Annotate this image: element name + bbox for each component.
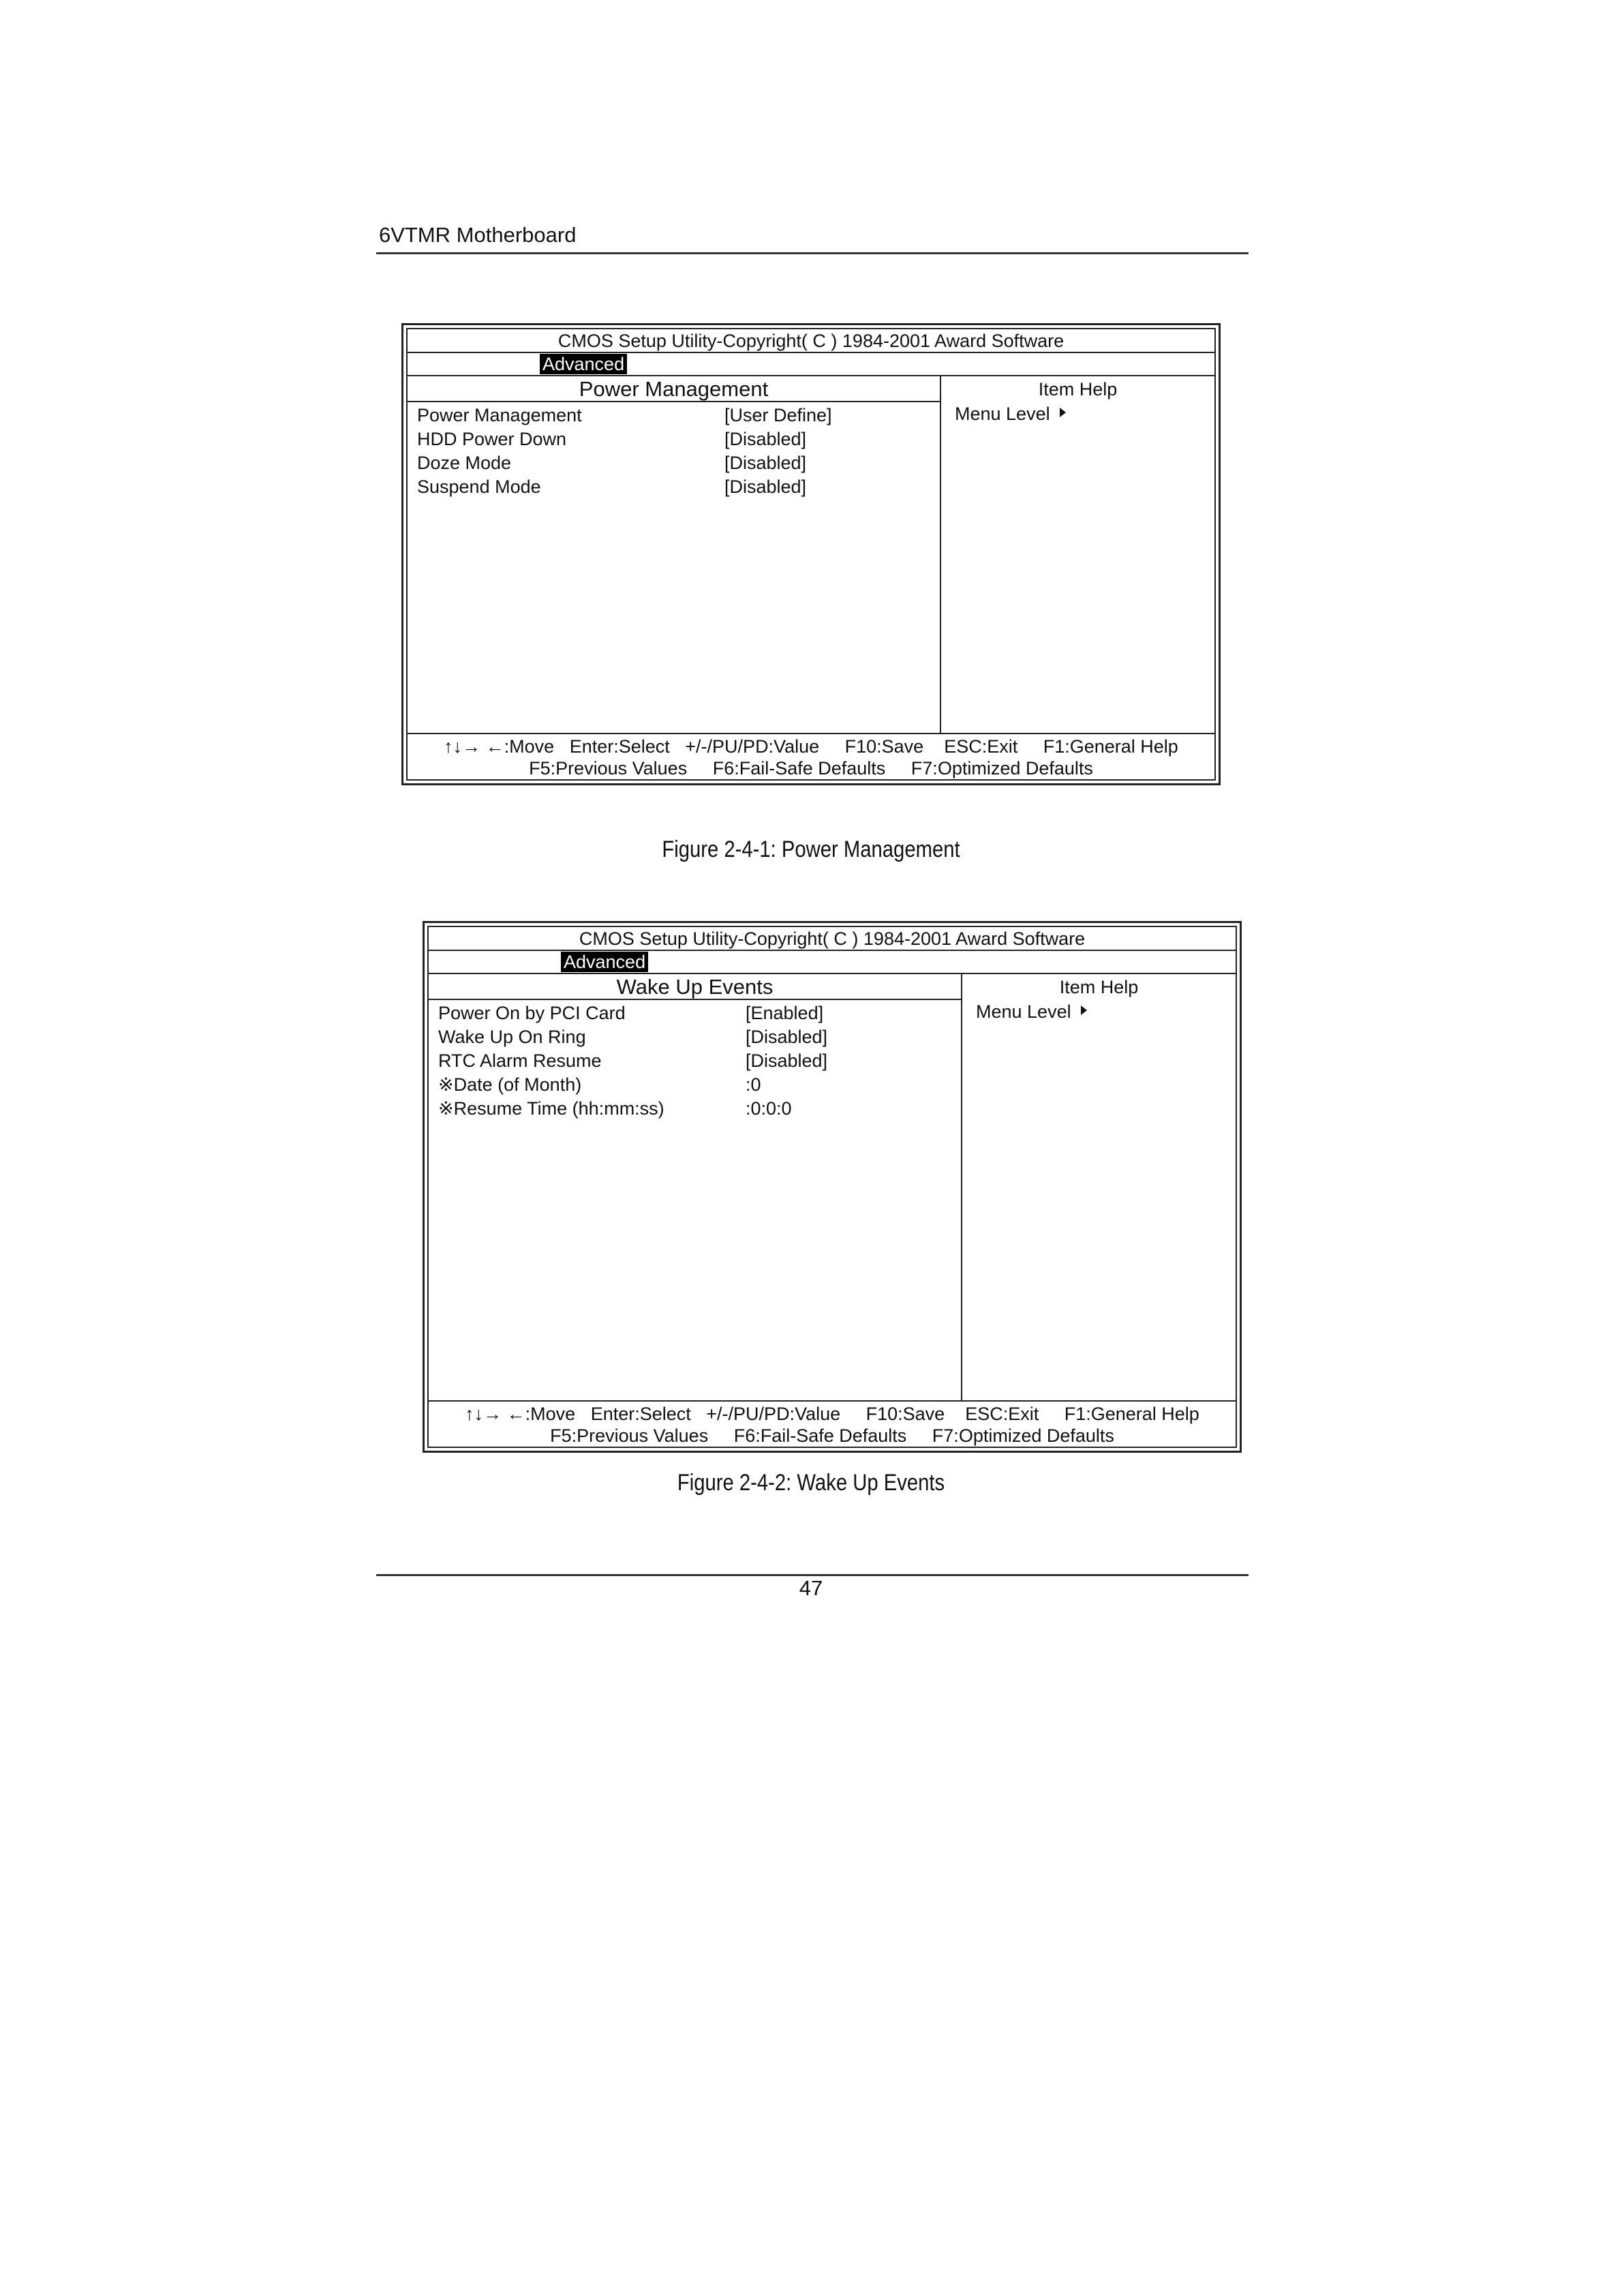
bios-screen-wake-up-events: [423, 921, 1242, 1453]
settings-pane: [429, 974, 962, 1400]
setting-row[interactable]: [408, 404, 940, 427]
figure-caption: Figure 2-4-1: Power Management: [662, 836, 960, 862]
menu-tab-advanced[interactable]: Advanced: [540, 354, 627, 374]
setting-value[interactable]: [Disabled]: [746, 1051, 828, 1071]
setting-row[interactable]: [429, 1073, 961, 1097]
key-legend-line-2: F5:Previous Values F6:Fail-Safe Defaults F7:Optimized Defaults: [529, 758, 1093, 779]
bios-title-bar: CMOS Setup Utility-Copyright( C ) 1984-2001 Award Software: [408, 329, 1214, 353]
setting-row[interactable]: [429, 1049, 961, 1073]
setting-name: Power Management: [417, 405, 582, 425]
bios-body: [429, 974, 1236, 1402]
setting-value[interactable]: [Disabled]: [724, 453, 807, 473]
setting-value[interactable]: [Enabled]: [746, 1003, 824, 1023]
key-legend: [408, 734, 1214, 781]
key-legend-line-2: F5:Previous Values F6:Fail-Safe Defaults F7:Optimized Defaults: [550, 1425, 1114, 1446]
setting-value[interactable]: [Disabled]: [724, 477, 807, 497]
setting-row[interactable]: [408, 451, 940, 475]
setting-value[interactable]: [User Define]: [724, 405, 832, 425]
setting-name: Doze Mode: [417, 453, 512, 473]
key-legend-line-1: ↑↓→ ←:Move Enter:Select +/-/PU/PD:Value F10:Save ESC:Exit F1:General Help: [465, 1404, 1199, 1424]
key-legend-line-1: ↑↓→ ←:Move Enter:Select +/-/PU/PD:Value F10:Save ESC:Exit F1:General Help: [444, 736, 1178, 757]
figure-caption: Figure 2-4-2: Wake Up Events: [677, 1470, 945, 1496]
page-number: 47: [799, 1576, 823, 1600]
section-heading: Wake Up Events: [429, 974, 961, 1000]
bios-menu-bar: [408, 353, 1214, 376]
setting-name: Power On by PCI Card: [438, 1003, 626, 1023]
item-help-title: Item Help: [1059, 977, 1139, 997]
item-help-pane: [962, 974, 1236, 1400]
settings-list: [429, 1000, 961, 1121]
setting-name: ※Date (of Month): [438, 1074, 582, 1095]
section-heading: Power Management: [408, 376, 940, 402]
header-rule: [376, 252, 1249, 254]
key-legend: [429, 1402, 1236, 1448]
bios-frame: [406, 328, 1216, 781]
menu-tab-advanced[interactable]: Advanced: [561, 952, 648, 972]
setting-value[interactable]: [Disabled]: [724, 429, 807, 449]
bios-frame: [427, 926, 1237, 1448]
item-help-pane: [941, 376, 1214, 733]
setting-row[interactable]: [408, 427, 940, 451]
setting-value[interactable]: [Disabled]: [746, 1027, 828, 1047]
setting-row[interactable]: [408, 475, 940, 499]
setting-name: Wake Up On Ring: [438, 1027, 586, 1047]
bios-menu-bar: [429, 951, 1236, 974]
item-help-title: Item Help: [1038, 379, 1118, 399]
settings-pane: [408, 376, 941, 733]
setting-name: RTC Alarm Resume: [438, 1051, 602, 1071]
setting-row[interactable]: [429, 1097, 961, 1121]
setting-row[interactable]: [429, 1001, 961, 1025]
page-header-title: 6VTMR Motherboard: [379, 223, 577, 247]
setting-value[interactable]: :0: [746, 1074, 761, 1095]
menu-level-indicator: [976, 999, 1087, 1025]
setting-name: HDD Power Down: [417, 429, 567, 449]
triangle-right-icon: [1060, 408, 1066, 417]
setting-row[interactable]: [429, 1025, 961, 1049]
setting-value[interactable]: :0:0:0: [746, 1098, 792, 1119]
menu-level-indicator: [955, 401, 1066, 427]
bios-body: [408, 376, 1214, 734]
setting-name: Suspend Mode: [417, 477, 541, 497]
triangle-right-icon: [1081, 1006, 1087, 1015]
bios-screen-power-management: [401, 323, 1221, 785]
bios-title-bar: CMOS Setup Utility-Copyright( C ) 1984-2001 Award Software: [429, 927, 1236, 951]
settings-list: [408, 402, 940, 499]
setting-name: ※Resume Time (hh:mm:ss): [438, 1098, 664, 1119]
menu-level-label: Menu Level: [976, 1001, 1071, 1022]
menu-level-label: Menu Level: [955, 404, 1050, 424]
